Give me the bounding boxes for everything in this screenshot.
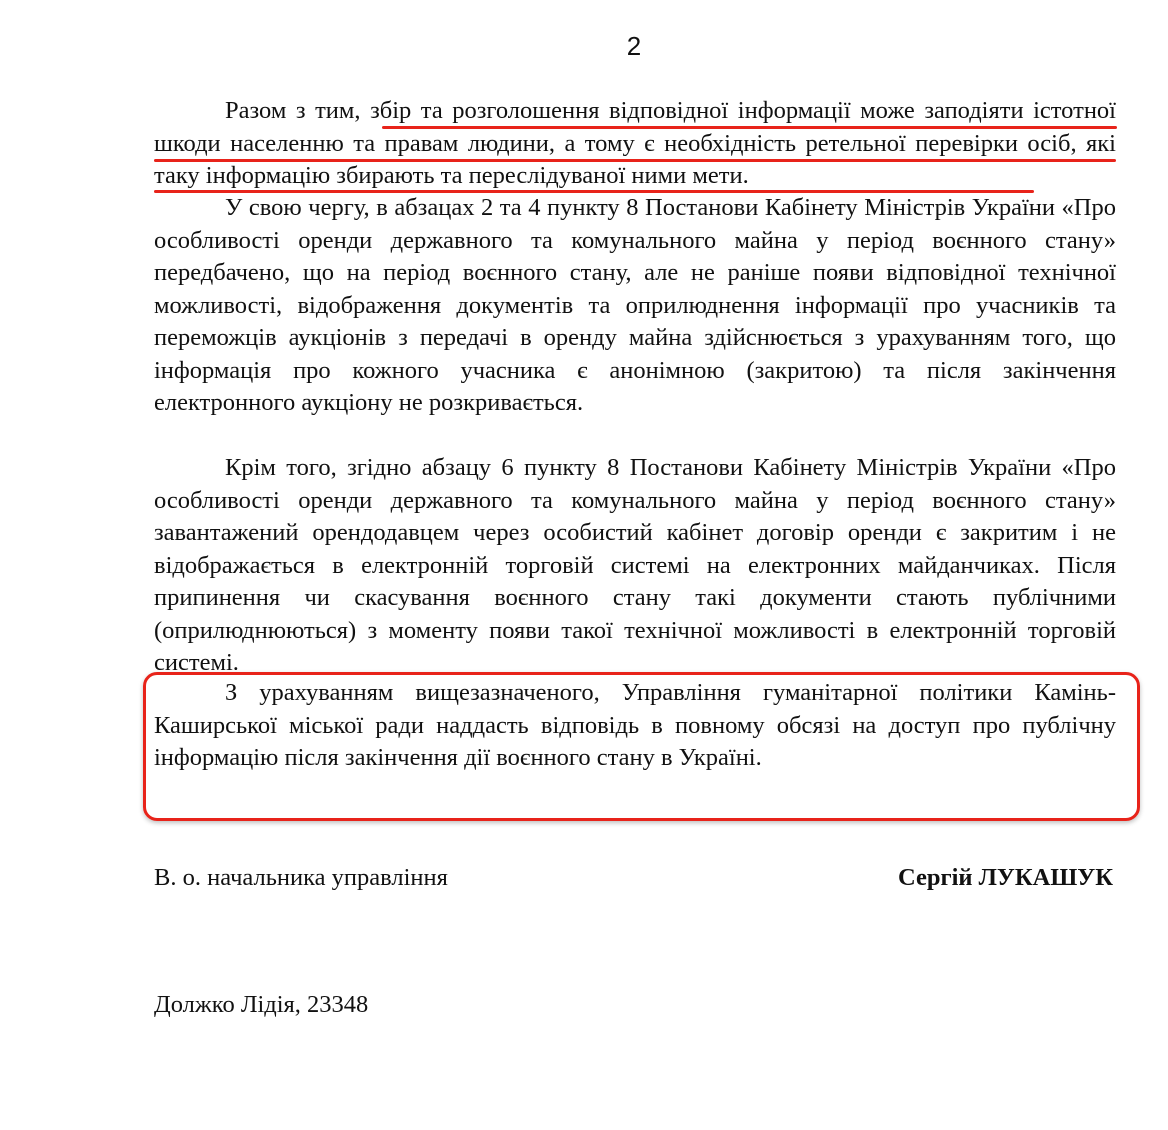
executor-contact: Должко Лідія, 23348 — [154, 991, 369, 1018]
paragraph-conclusion: З урахуванням вищезазначеного, Управління гуманітарної політики Камінь-Каширської міської ради наддасть відповідь в повному обсязі на доступ про публічну інформацію після закінчення дії воєнного стану в Україні. — [154, 679, 1116, 771]
paragraph-lease-contract: Крім того, згідно абзацу 6 пункту 8 Постанови Кабінету Міністрів України «Про особливості оренди державного та комунального майна у період воєнного стану» завантажений орендодавцем через особистий кабінет договір оренди є закритим і не відображається в електронній торговій системі на електронних майданчиках. Після припинення чи скасування воєнного стану такі документи стають публічними (оприлюднюються) з моменту появи такої технічної можливості в електронній торговій системі. — [154, 454, 1116, 676]
paragraph-privacy-risk: Разом з тим, збір та розголошення відповідної інформації може заподіяти істотної шкоди населенню та правам людини, а тому є необхідність ретельної перевірки осіб, які таку інформацію збирають та переслідуваної ними мети. — [154, 97, 1116, 189]
red-underline-2 — [154, 159, 1116, 162]
signatory-position: В. о. начальника управління — [154, 864, 448, 891]
paragraph-cabinet-resolution: У свою чергу, в абзацах 2 та 4 пункту 8 Постанови Кабінету Міністрів України «Про особливості оренди державного та комунального майна у період воєнного стану» передбачено, що на період воєнного стану, але не раніше появи відповідної технічної можливості, відображення документів та оприлюднення інформації про учасників та переможців аукціонів з передачі в оренду майна здійснюється з урахуванням того, що інформація про кожного учасника є анонімною (закритою) та після закінчення електронного аукціону не розкривається. — [154, 194, 1116, 416]
signatory-name: Сергій ЛУКАШУК — [897, 864, 1113, 891]
red-underline-1 — [382, 126, 1117, 129]
red-highlight-box — [143, 672, 1140, 821]
page-number: 2 — [626, 31, 642, 61]
